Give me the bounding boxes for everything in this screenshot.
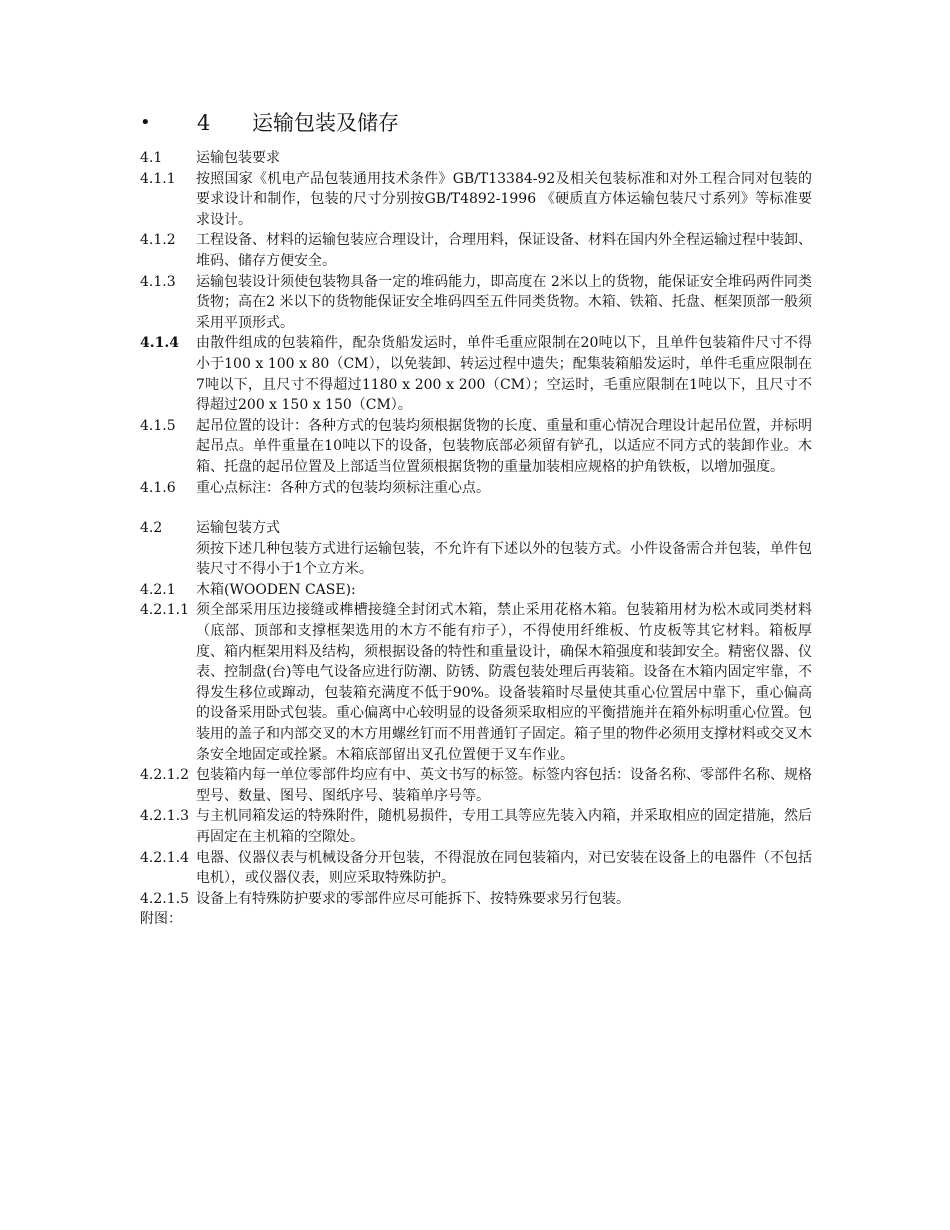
clause-text: 运输包装设计须使包装物具备一定的堆码能力，即高度在 2米以上的货物，能保证安全堆码两件同类货物；高在2 米以下的货物能保证安全堆码四至五件同类货物。木箱、铁箱、托盘、框架顶部一般须采用平顶形式。 xyxy=(196,273,812,331)
clause xyxy=(140,148,812,169)
section-title-row xyxy=(140,580,812,601)
clause-text: 工程设备、材料的运输包装应合理设计，合理用料，保证设备、材料在国内外全程运输过程中装卸、堆码、储存方便安全。 xyxy=(196,232,812,269)
heading-number: 4 xyxy=(197,111,211,135)
clause-text: 设备上有特殊防护要求的零部件应尽可能拆下、按特殊要求另行包装。 xyxy=(196,890,630,907)
intro-row xyxy=(140,539,812,580)
intro-text: 须按下述几种包装方式进行运输包装，不允许有下述以外的包装方式。小件设备需合并包装，单件包装尺寸不得小于1个立方米。 xyxy=(196,540,812,578)
clause-text: 运输包装要求 xyxy=(196,150,280,166)
spacer xyxy=(140,498,812,518)
clause-number: 4.2.1.1 xyxy=(140,602,189,619)
clause-number: 4.2.1.3 xyxy=(140,808,189,825)
clause-text: 运输包装方式 xyxy=(196,520,280,537)
clause-text: 按照国家《机电产品包装通用技术条件》GB/T13384-92及相关包装标准和对外工程合同对包装的要求设计和制作，包装的尺寸分别按GB/T4892-1996 《硬质直方体运输包装尺寸系列》等标准要求设计。 xyxy=(196,170,812,228)
clause-number: 4.2.1 xyxy=(140,581,176,598)
clause-number: 4.1.1 xyxy=(140,170,176,187)
clause-number: 4.1.6 xyxy=(140,479,176,496)
clause xyxy=(140,333,812,415)
clause-text: 包装箱内每一单位零部件均应有中、英文书写的标签。标签内容包括：设备名称、零部件名称、规格型号、数量、图号、图纸序号、装箱单序号等。 xyxy=(196,767,812,804)
clause xyxy=(140,272,812,334)
clause xyxy=(140,848,812,889)
clause xyxy=(140,416,812,478)
indent xyxy=(140,539,196,580)
clause-text: 由散件组成的包装箱件，配杂货船发运时，单件毛重应限制在20吨以下，且单件包装箱件尺寸不得小于100 x 100 x 80（CM），以免装卸、转运过程中遗失；配集装箱船发运时，单件毛重应限制在7吨以下，且尺寸不得超过1180 x 200 x 200（CM）；空运时，毛重应限制在1吨以下，且尺寸不得超过200 x 150 x 150（CM）。 xyxy=(196,335,812,414)
clause-number: 4.1.4 xyxy=(140,335,179,352)
clause-number: 4.2.1.5 xyxy=(140,890,189,907)
attachment-label: 附图： xyxy=(140,911,182,928)
clause xyxy=(140,889,812,910)
clause-text: 木箱(WOODEN CASE): xyxy=(196,581,356,598)
clause-number: 4.2.1.4 xyxy=(140,849,189,866)
clause-number: 4.2.1.2 xyxy=(140,767,189,784)
clause-number: 4.1 xyxy=(140,150,163,166)
section-heading xyxy=(140,108,820,138)
clause-number: 4.1.2 xyxy=(140,232,176,249)
clause-text: 与主机同箱发运的特殊附件，随机易损件，专用工具等应先装入内箱，并采取相应的固定措施，然后再固定在主机箱的空隙处。 xyxy=(196,808,812,845)
clause xyxy=(140,600,812,765)
clause-text: 电器、仪器仪表与机械设备分开包装，不得混放在同包装箱内，对已安装在设备上的电器件（不包括电机），或仪器仪表，则应采取特殊防护。 xyxy=(196,849,812,887)
clause xyxy=(140,765,812,806)
clause-text: 起吊位置的设计：各种方式的包装均须根据货物的长度、重量和重心情况合理设计起吊位置，并标明起吊点。单件重量在10吨以下的设备，包装物底部必须留有铲孔，以适应不同方式的装卸作业。木箱、托盘的起吊位置及上部适当位置须根据货物的重量加装相应规格的护角铁板，以增加强度。 xyxy=(196,417,812,475)
heading-title: 运输包装及储存 xyxy=(252,111,399,135)
clause xyxy=(140,806,812,847)
clause-number: 4.1.3 xyxy=(140,273,176,290)
bullet: • xyxy=(140,112,151,133)
clause-text: 须全部采用压边接缝或榫槽接缝全封闭式木箱，禁止采用花格木箱。包装箱用材为松木或同类材料（底部、顶部和支撑框架选用的木方不能有疖子），不得使用纤维板、竹皮板等其它材料。箱板厚度、箱内框架用料及结构，须根据设备的特性和重量设计，确保木箱强度和装卸安全。精密仪器、仪表、控制盘(台)等电气设备应进行防潮、防锈、防震包装处理后再装箱。设备在木箱内固定牢靠，不得发生移位或蹿动，包装箱充满度不低于90%。设备装箱时尽量使其重心位置居中靠下，重心偏高的设备采用卧式包装。重心偏离中心较明显的设备须采取相应的平衡措施并在箱外标明重心位置。包装用的盖子和内部交叉的木方用螺丝钉而不用普通钉子固定。箱子里的物件必须用支撑材料或交叉木条安全地固定或拴紧。木箱底部留出叉孔位置便于叉车作业。 xyxy=(196,602,812,763)
clause-number: 4.2 xyxy=(140,520,163,537)
clause xyxy=(140,230,812,271)
clause-text: 重心点标注：各种方式的包装均须标注重心点。 xyxy=(196,479,490,496)
clause xyxy=(140,169,812,231)
section-title-row xyxy=(140,518,812,539)
clause-number: 4.1.5 xyxy=(140,417,176,434)
clause xyxy=(140,478,812,499)
document-body xyxy=(140,148,812,930)
